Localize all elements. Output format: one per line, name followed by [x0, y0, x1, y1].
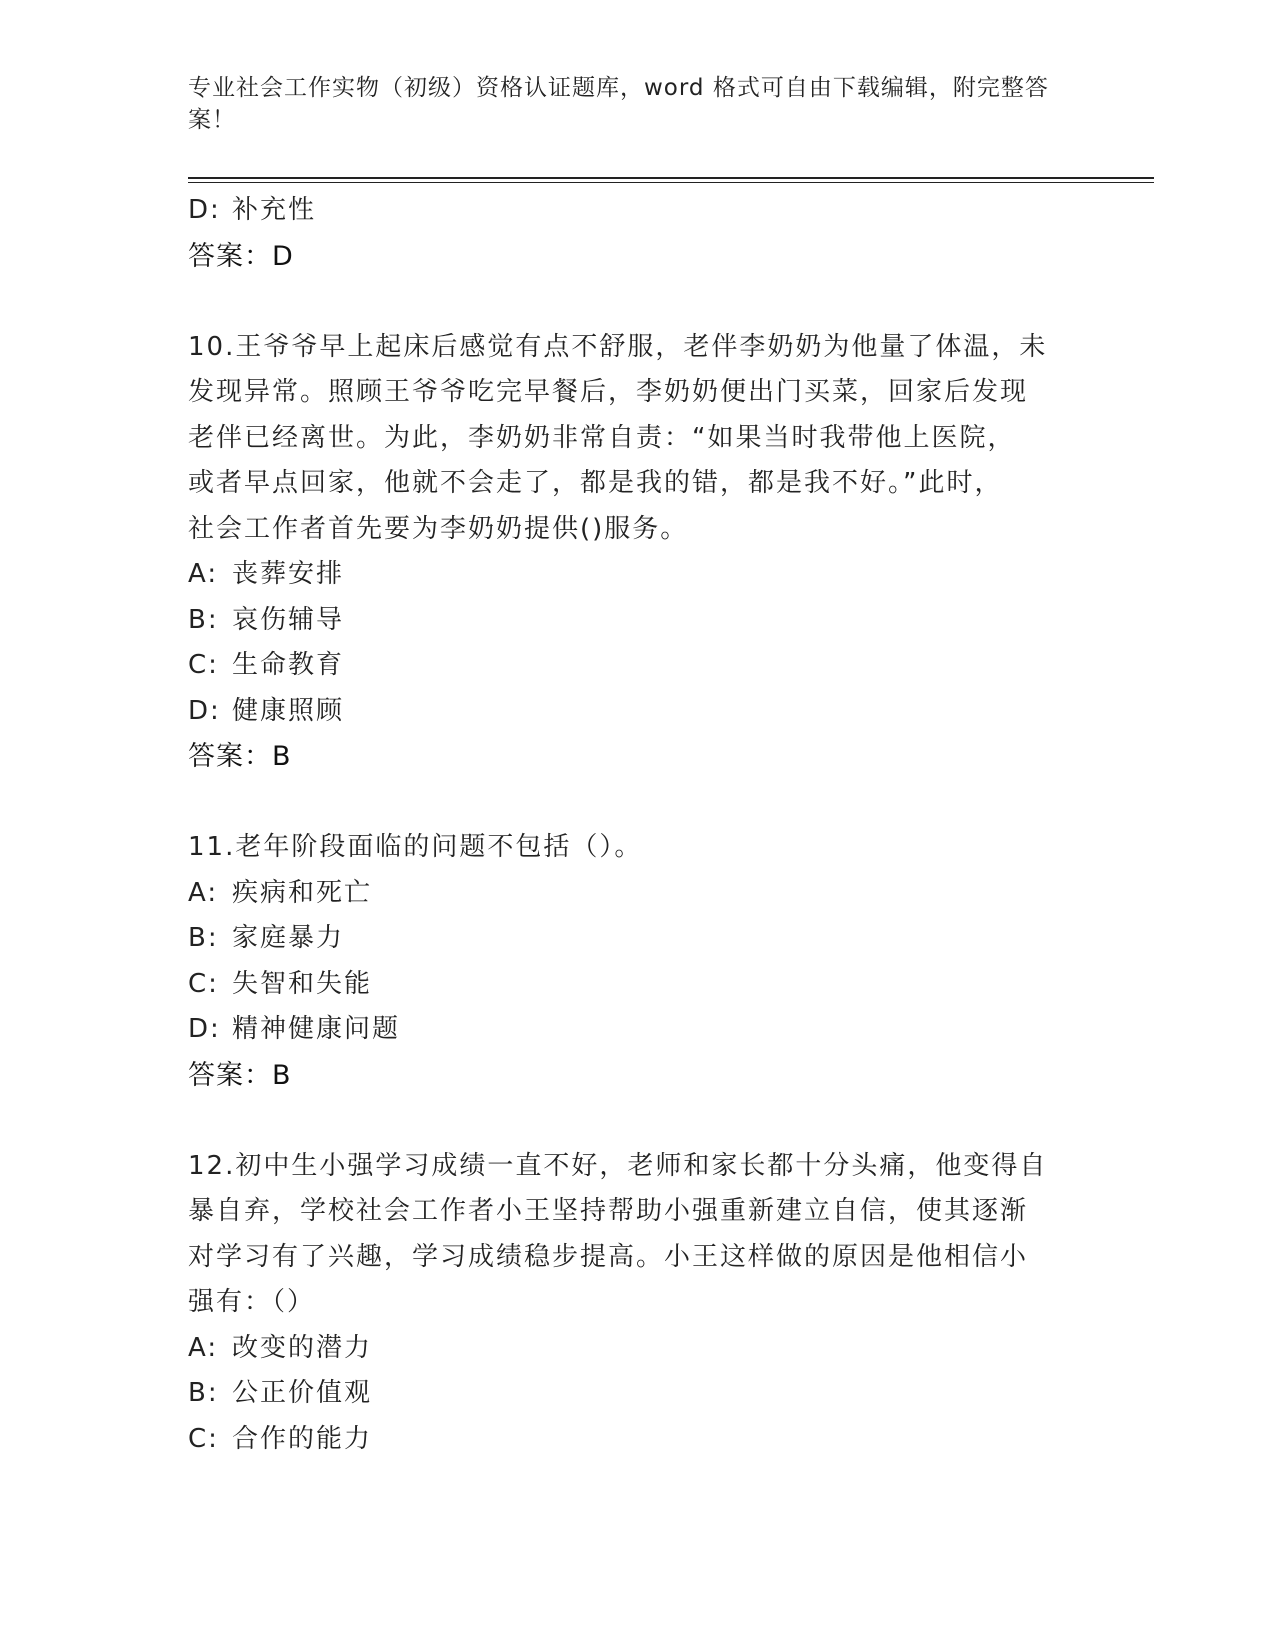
spacer [188, 1098, 1088, 1144]
stem-line: 暴自弃，学校社会工作者小王坚持帮助小强重新建立自信，使其逐渐 [188, 1196, 1029, 1226]
option-letter: C: [188, 1423, 219, 1454]
answer-line: 答案：D [188, 240, 294, 272]
option-c [188, 643, 1088, 689]
spacer [188, 279, 1088, 325]
question-stem [188, 825, 1088, 871]
option-a [188, 552, 1088, 598]
spacer [188, 780, 1088, 826]
option-letter: B: [188, 923, 219, 953]
page-header [188, 72, 1068, 136]
stem-line: 对学习有了兴趣，学习成绩稳步提高。小王这样做的原因是他相信小 [188, 1241, 1029, 1272]
option-letter: D: [188, 695, 221, 726]
option-d [188, 188, 1088, 234]
option-letter: A: [188, 877, 219, 908]
option-text: 精神健康问题 [232, 1014, 401, 1044]
option-text: 健康照顾 [232, 695, 345, 726]
stem-line: 社会工作者首先要为李奶奶提供()服务。 [188, 513, 689, 544]
option-text: 生命教育 [232, 650, 345, 680]
stem-line: 发现异常。照顾王爷爷吃完早餐后，李奶奶便出门买菜，回家后发现 [188, 377, 1029, 407]
option-b [188, 598, 1088, 644]
question-list [188, 188, 1088, 1462]
answer-line: 答案：B [188, 741, 292, 772]
option-d [188, 689, 1088, 735]
question-11 [188, 825, 1088, 1098]
question-10 [188, 325, 1088, 780]
option-text: 哀伤辅导 [232, 604, 345, 635]
option-text: 合作的能力 [232, 1423, 373, 1454]
option-text: 改变的潜力 [232, 1332, 373, 1363]
stem-line: 10.王爷爷早上起床后感觉有点不舒服，老伴李奶奶为他量了体温，未 [188, 331, 1048, 362]
option-letter: D: [188, 195, 221, 225]
question-stem [188, 325, 1088, 553]
option-c [188, 962, 1088, 1008]
stem-line: 11.老年阶段面临的问题不包括（）。 [188, 832, 643, 862]
option-text: 公正价值观 [232, 1378, 373, 1408]
option-letter: C: [188, 968, 219, 999]
option-letter: C: [188, 650, 219, 680]
option-letter: A: [188, 1332, 219, 1363]
header-divider [188, 177, 1154, 183]
option-b [188, 1371, 1088, 1417]
option-c [188, 1417, 1088, 1463]
option-letter: B: [188, 1378, 219, 1408]
stem-line: 老伴已经离世。为此，李奶奶非常自责：“如果当时我带他上医院， [188, 422, 1016, 453]
question-stem [188, 1144, 1088, 1326]
option-text: 家庭暴力 [232, 923, 345, 953]
option-text: 补充性 [232, 195, 317, 225]
header-line-2: 案！ [188, 107, 236, 133]
question-12 [188, 1144, 1088, 1463]
answer-line: 答案：B [188, 1059, 292, 1091]
stem-line: 强有：（） [188, 1287, 316, 1317]
option-a [188, 1326, 1088, 1372]
option-d [188, 1007, 1088, 1053]
option-text: 丧葬安排 [232, 559, 345, 589]
option-text: 失智和失能 [232, 968, 373, 999]
option-text: 疾病和死亡 [232, 877, 373, 908]
option-letter: B: [188, 604, 219, 635]
stem-line: 或者早点回家，他就不会走了，都是我的错，都是我不好。”此时， [188, 468, 1003, 498]
option-letter: A: [188, 559, 219, 589]
stem-line: 12.初中生小强学习成绩一直不好，老师和家长都十分头痛，他变得自 [188, 1150, 1048, 1181]
option-letter: D: [188, 1014, 221, 1044]
option-b [188, 916, 1088, 962]
option-a [188, 871, 1088, 917]
header-line-1: 专业社会工作实物（初级）资格认证题库，word 格式可自由下载编辑，附完整答 [188, 75, 1049, 101]
